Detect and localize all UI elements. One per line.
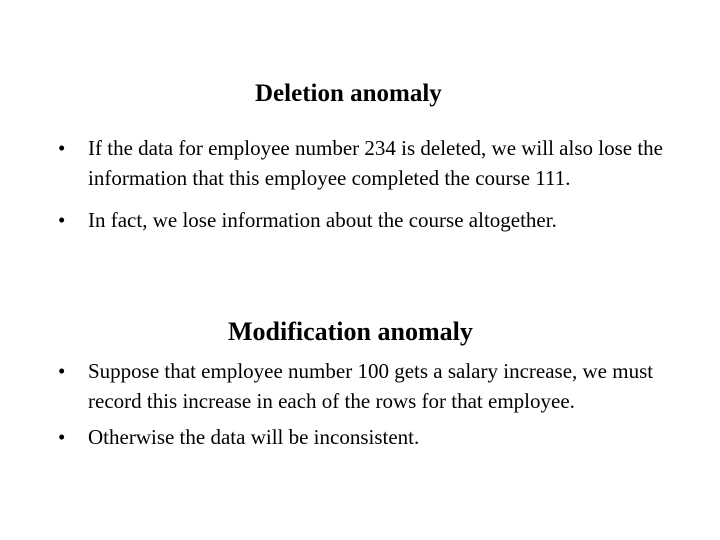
bullet-text: Otherwise the data will be inconsistent. [88, 425, 420, 449]
deletion-anomaly-heading: Deletion anomaly [255, 80, 442, 107]
bullet-text: Suppose that employee number 100 gets a salary increase, we must record this increase in each of the rows for that employee. [88, 359, 654, 413]
deletion-bullet-list [0, 133, 720, 235]
bullet-item [0, 205, 668, 235]
bullet-dot-icon: • [58, 208, 66, 232]
bullet-dot-icon: • [58, 136, 66, 160]
bullet-text: If the data for employee number 234 is deleted, we will also lose the information that this employee completed the course 111. [88, 136, 663, 190]
bullet-text: In fact, we lose information about the course altogether. [88, 208, 557, 232]
bullet-dot-icon: • [58, 359, 66, 383]
bullet-item [0, 133, 668, 193]
bullet-item [0, 422, 668, 452]
modification-bullet-list [0, 356, 720, 452]
modification-anomaly-heading: Modification anomaly [228, 317, 473, 346]
bullet-dot-icon: • [58, 425, 66, 449]
bullet-item [0, 356, 668, 416]
